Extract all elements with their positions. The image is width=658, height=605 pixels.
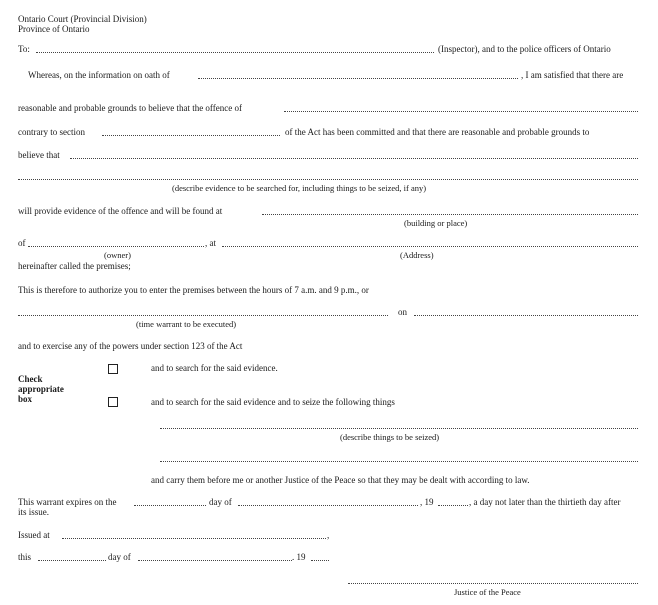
things-field-line-2[interactable] — [160, 460, 638, 462]
expiry-day-field[interactable] — [134, 504, 206, 506]
option-seize-text: and to search for the said evidence and to seize the following things — [151, 397, 395, 407]
nineteen-label: . 19 — [292, 552, 306, 562]
this-label: this — [18, 552, 32, 562]
building-field[interactable] — [262, 213, 638, 215]
expires-day-of: day of — [209, 497, 232, 507]
offence-field[interactable] — [284, 110, 638, 112]
issued-year-field[interactable] — [311, 559, 329, 561]
whereas-prefix: Whereas, on the information on oath of — [28, 70, 170, 80]
issued-at-label: Issued at — [18, 530, 50, 540]
to-suffix: (Inspector), and to the police officers of Ontario — [438, 44, 611, 54]
on-label: on — [398, 307, 407, 317]
expires-year-label: , 19 — [420, 497, 434, 507]
of-label: of — [18, 238, 26, 248]
contrary-suffix: of the Act has been committed and that there are reasonable and probable grounds to — [285, 127, 590, 137]
expires-suffix: , a day not later than the thirtieth day after — [469, 497, 621, 507]
day-of-label: day of — [108, 552, 131, 562]
will-provide-text: will provide evidence of the offence and will be found at — [18, 206, 223, 216]
building-caption: (building or place) — [404, 218, 468, 228]
evidence-field-line-2[interactable] — [18, 178, 638, 180]
describe-things-caption: (describe things to be seized) — [340, 432, 440, 442]
option-search-text: and to search for the said evidence. — [151, 363, 278, 373]
province-name: Province of Ontario — [18, 24, 90, 34]
owner-field[interactable] — [28, 245, 204, 247]
owner-caption: (owner) — [104, 250, 131, 260]
court-name: Ontario Court (Provincial Division) — [18, 14, 147, 24]
date-field[interactable] — [414, 314, 638, 316]
inspector-name-field[interactable] — [36, 51, 434, 53]
issued-month-field[interactable] — [138, 559, 292, 561]
believe-label: believe that — [18, 150, 60, 160]
its-issue: its issue. — [18, 507, 50, 517]
grounds-text: reasonable and probable grounds to believe that the offence of — [18, 103, 242, 113]
check-label-line-1: Check — [18, 374, 43, 384]
search-only-checkbox[interactable] — [108, 364, 118, 374]
informant-name-field[interactable] — [198, 77, 518, 79]
whereas-suffix: , I am satisfied that there are — [521, 70, 624, 80]
jp-caption: Justice of the Peace — [454, 587, 521, 597]
section-field[interactable] — [102, 134, 280, 136]
to-label: To: — [18, 44, 30, 54]
at-label: , at — [205, 238, 216, 248]
contrary-label: contrary to section — [18, 127, 85, 137]
evidence-field-line-1[interactable] — [70, 157, 638, 159]
authorize-text: This is therefore to authorize you to enter the premises between the hours of 7 a.m. and 9 p.m., or — [18, 285, 369, 295]
address-field[interactable] — [222, 245, 638, 247]
things-field-line-1[interactable] — [160, 427, 638, 429]
time-caption: (time warrant to be executed) — [136, 319, 237, 329]
jp-signature-field[interactable] — [348, 582, 638, 584]
issued-day-field[interactable] — [38, 559, 106, 561]
carry-text: and carry them before me or another Justice of the Peace so that they may be dealt with according to law. — [151, 475, 530, 485]
check-label-line-2: appropriate — [18, 384, 64, 394]
search-and-seize-checkbox[interactable] — [108, 397, 118, 407]
issued-place-field[interactable] — [62, 537, 326, 539]
expires-prefix: This warrant expires on the — [18, 497, 117, 507]
expiry-month-field[interactable] — [238, 504, 418, 506]
hereinafter-text: hereinafter called the premises; — [18, 261, 131, 271]
exercise-text: and to exercise any of the powers under section 123 of the Act — [18, 341, 243, 351]
time-field[interactable] — [18, 314, 388, 316]
check-label-line-3: box — [18, 394, 33, 404]
expiry-year-field[interactable] — [438, 504, 468, 506]
describe-evidence-caption: (describe evidence to be searched for, including things to be seized, if any) — [172, 183, 427, 193]
address-caption: (Address) — [400, 250, 434, 260]
